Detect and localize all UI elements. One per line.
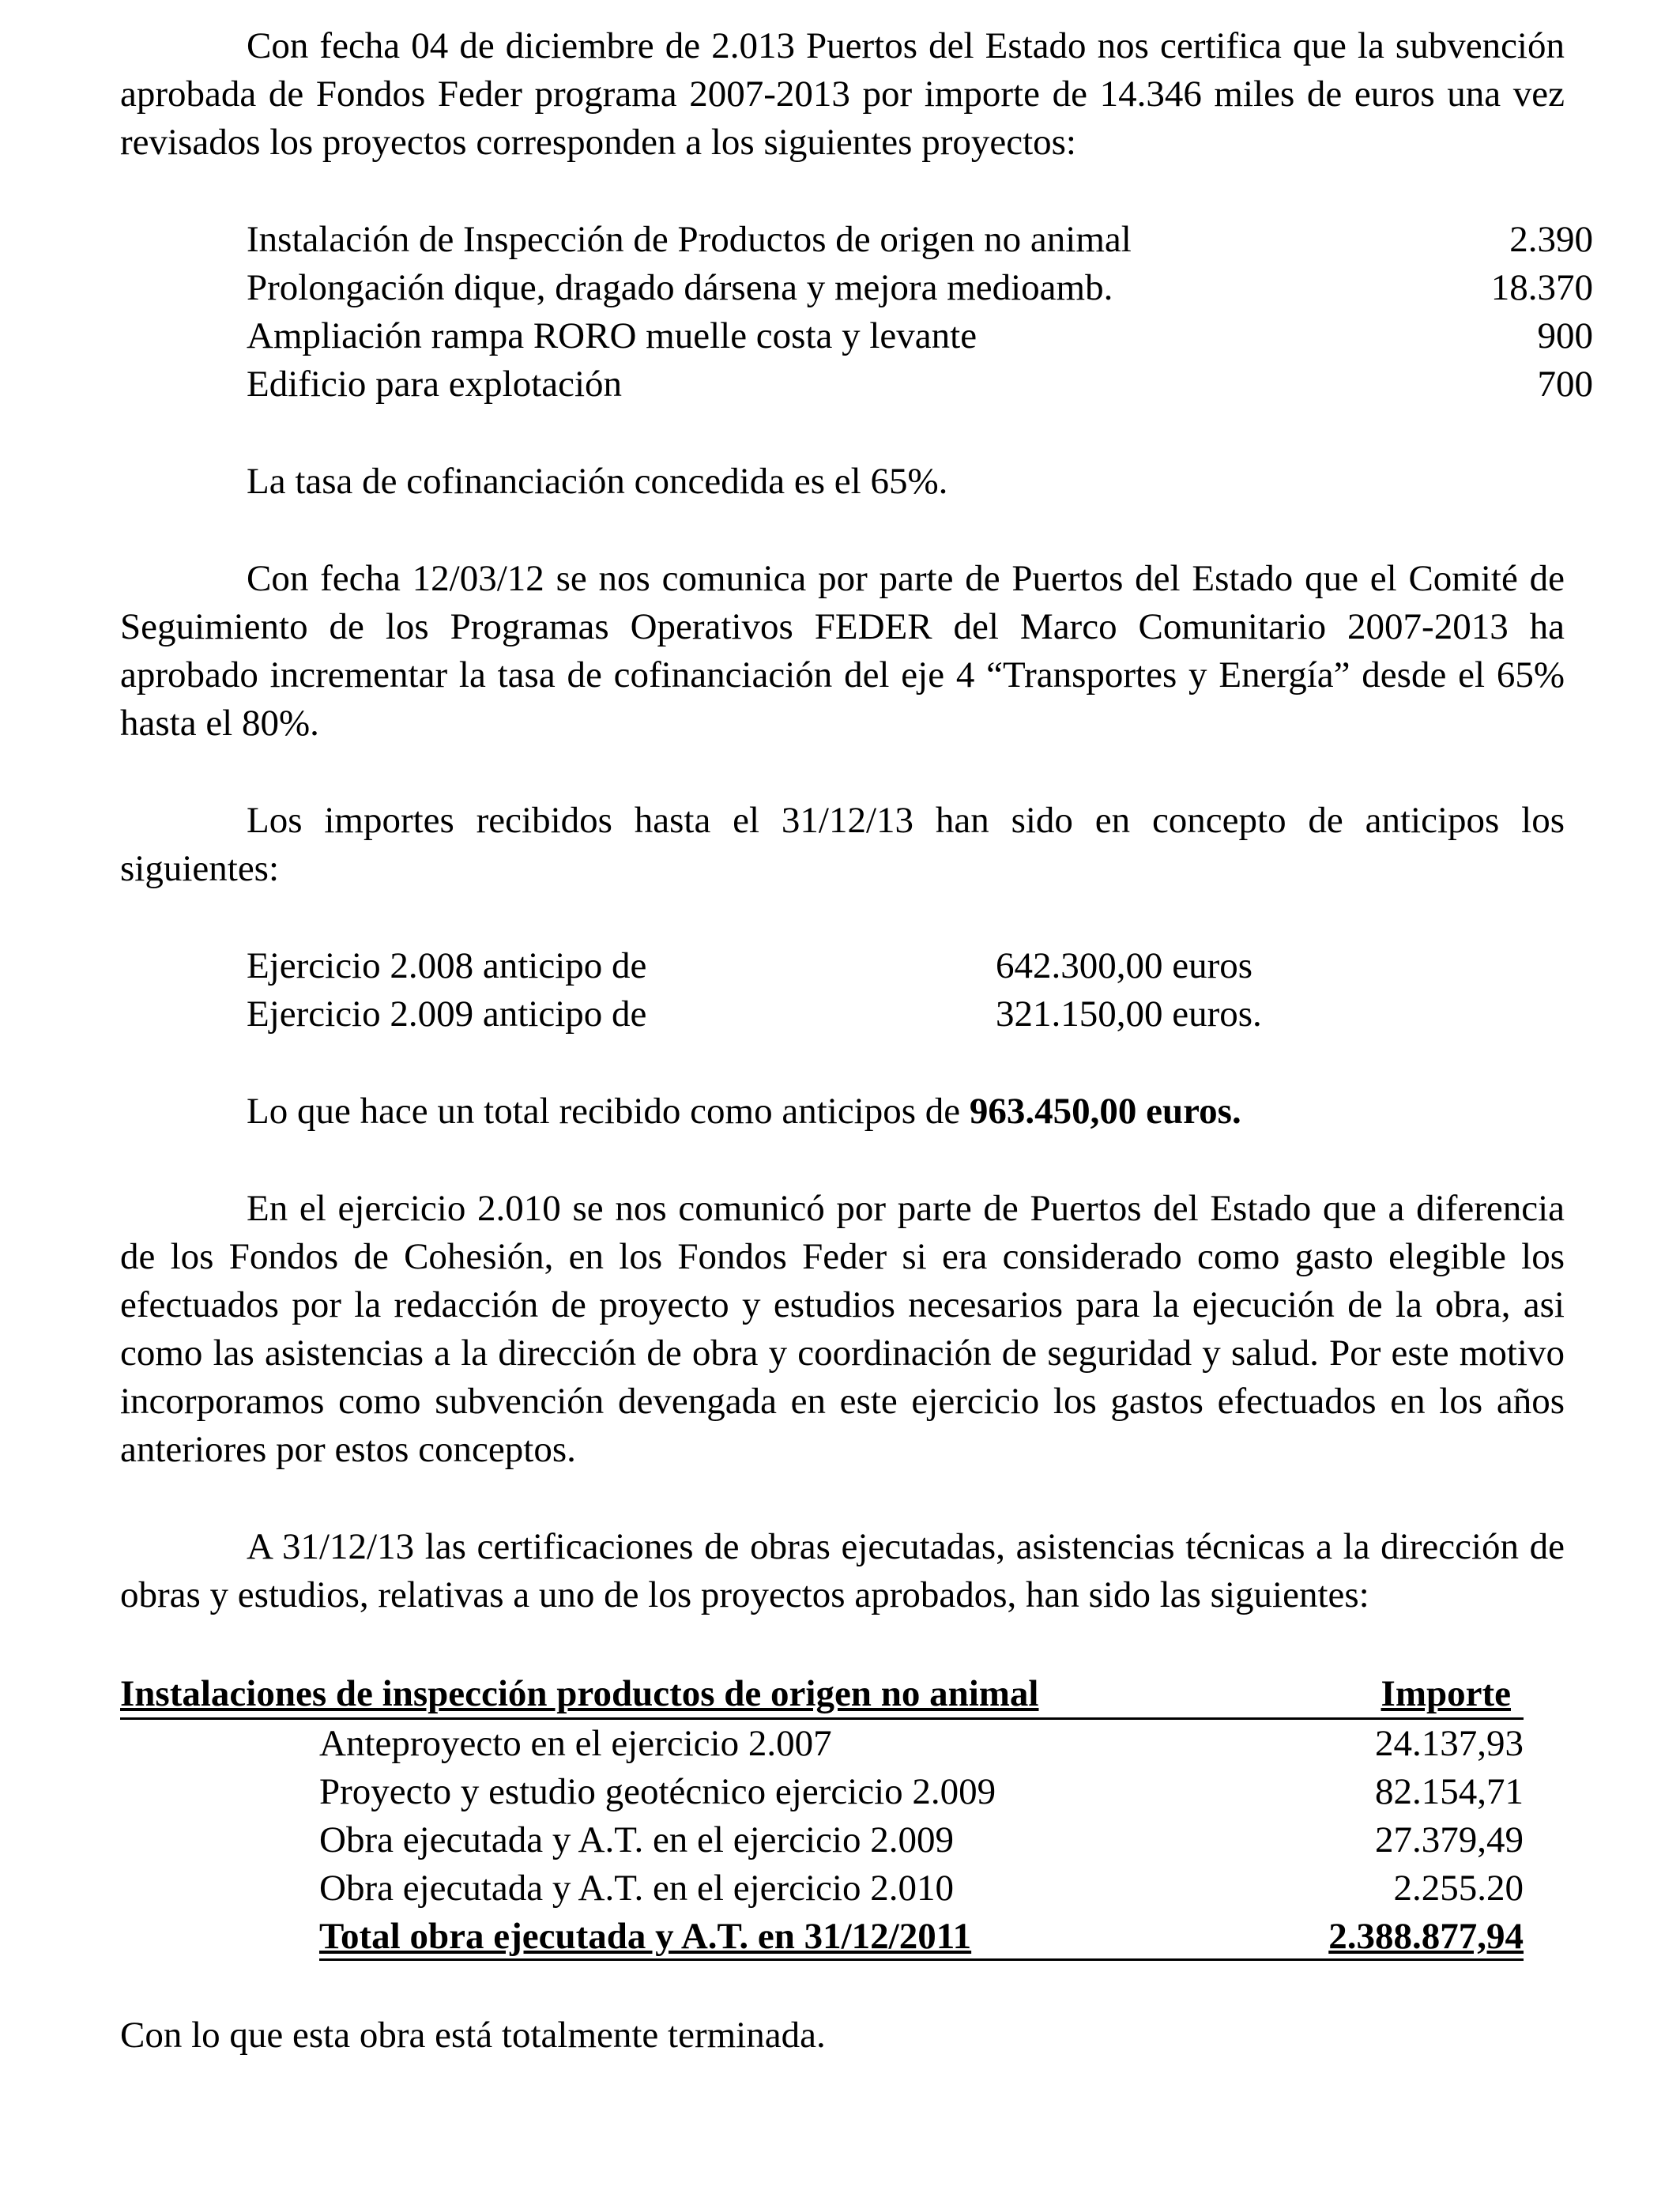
advances-total-amount: 963.450,00 euros. [969, 1091, 1241, 1132]
project-amount: 2.390 [1509, 219, 1593, 260]
project-row [247, 264, 1593, 312]
certification-concept: Obra ejecutada y A.T. en el ejercicio 2.009 [319, 1819, 954, 1860]
paragraph-cofinancing-rate: La tasa de cofinanciación concedida es el 65%. [247, 461, 948, 502]
certifications-total-amount: 2.388.877,94 [1328, 1916, 1524, 1957]
certification-amount: 27.379,49 [1375, 1819, 1524, 1860]
paragraph-certification-date: Con fecha 04 de diciembre de 2.013 Puertos del Estado nos certifica que la subvención aprobada de Fondos Feder programa 2007-2013 por importe de 14.346 miles de euros una vez revisados los proyectos corresponden a los siguientes proyectos: [120, 25, 1565, 163]
certifications-header-amount: Importe [1381, 1673, 1511, 1714]
certification-row [319, 1816, 1524, 1864]
paragraph-rate-increase: Con fecha 12/03/12 se nos comunica por parte de Puertos del Estado que el Comité de Seguimiento de los Programas Operativos FEDER del Marco Comunitario 2007-2013 ha aprobado incrementar la tasa de cofinanciación del eje 4 “Transportes y Energía” desde el 65% hasta el 80%. [120, 558, 1565, 744]
advances-total-label: Lo que hace un total recibido como anticipos de [247, 1091, 970, 1132]
paragraph-advances-total [120, 1088, 1565, 1136]
document-page [120, 22, 1593, 2060]
project-name: Ampliación rampa RORO muelle costa y levante [247, 315, 977, 356]
certification-row [319, 1720, 1524, 1768]
advances-list [120, 942, 1565, 1039]
certification-amount: 24.137,93 [1375, 1723, 1524, 1764]
project-amount: 900 [1537, 315, 1593, 356]
project-row [247, 216, 1593, 264]
certification-concept: Anteproyecto en el ejercicio 2.007 [319, 1723, 832, 1764]
advance-amount: 642.300,00 euros [996, 945, 1253, 986]
certification-amount: 82.154,71 [1375, 1771, 1524, 1812]
paragraph-certifications-intro: A 31/12/13 las certificaciones de obras ejecutadas, asistencias técnicas a la dirección de obras y estudios, relativas a uno de los proyectos aprobados, han sido las siguientes: [120, 1526, 1565, 1615]
paragraph-eligible-expenses: En el ejercicio 2.010 se nos comunicó por parte de Puertos del Estado que a diferencia de los Fondos de Cohesión, en los Fondos Feder si era considerado como gasto elegible los efectuados por la redacción de proyecto y estudios necesarios para la ejecución de la obra, asi como las asistencias a la dirección de obra y coordinación de seguridad y salud. Por este motivo incorporamos como subvención devengada en este ejercicio los gastos efectuados en los años anteriores por estos conceptos. [120, 1188, 1565, 1470]
paragraph-conclusion: Con lo que esta obra está totalmente terminada. [120, 2015, 826, 2056]
project-name: Instalación de Inspección de Productos de origen no animal [247, 219, 1132, 260]
project-row [247, 312, 1593, 360]
certifications-table [120, 1670, 1565, 1961]
certifications-total-label: Total obra ejecutada y A.T. en 31/12/2011 [319, 1916, 972, 1957]
certification-concept: Obra ejecutada y A.T. en el ejercicio 2.010 [319, 1868, 954, 1909]
paragraph-advances-intro: Los importes recibidos hasta el 31/12/13 han sido en concepto de anticipos los siguientes: [120, 800, 1565, 889]
certifications-header [120, 1670, 1524, 1720]
projects-table [247, 216, 1593, 409]
certifications-total-row [319, 1913, 1524, 1961]
advance-row [247, 942, 1565, 990]
project-amount: 700 [1537, 364, 1593, 405]
certification-row [319, 1768, 1524, 1816]
advance-amount: 321.150,00 euros. [996, 993, 1262, 1035]
advance-label: Ejercicio 2.009 anticipo de [247, 993, 647, 1035]
project-name: Edificio para explotación [247, 364, 623, 405]
certification-concept: Proyecto y estudio geotécnico ejercicio 2.009 [319, 1771, 996, 1812]
project-name: Prolongación dique, dragado dársena y mejora medioamb. [247, 267, 1113, 308]
project-amount: 18.370 [1490, 267, 1593, 308]
certification-amount: 2.255.20 [1393, 1868, 1524, 1909]
certification-row [319, 1864, 1524, 1913]
project-row [247, 360, 1593, 409]
advance-label: Ejercicio 2.008 anticipo de [247, 945, 647, 986]
advance-row [247, 990, 1565, 1039]
certifications-header-title: Instalaciones de inspección productos de origen no animal [120, 1673, 1039, 1714]
